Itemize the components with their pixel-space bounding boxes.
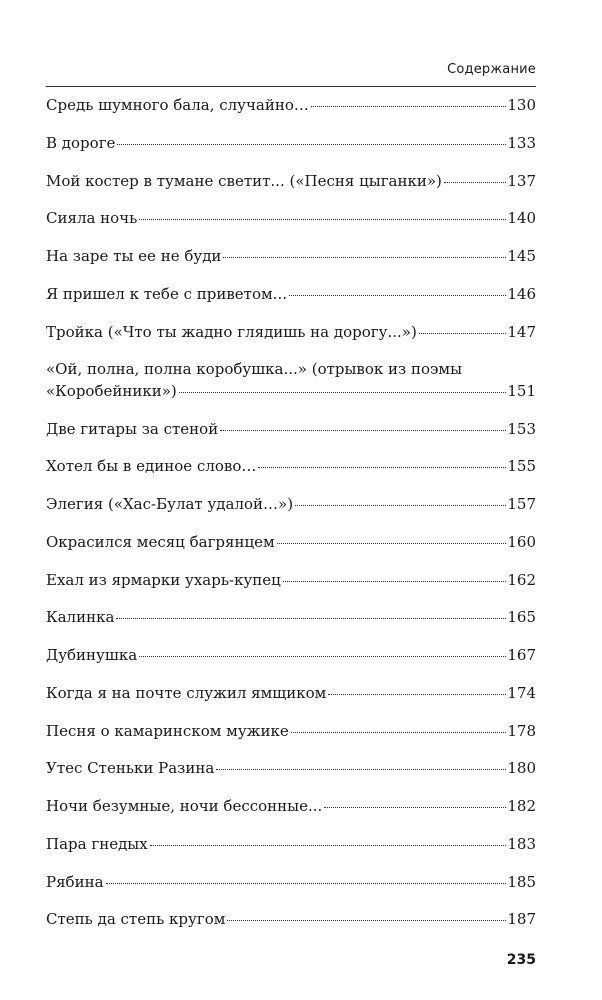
toc-entry-page: 130: [507, 96, 536, 114]
toc-entry-title: Дубинушка: [46, 646, 138, 664]
toc-entry-row: [46, 94, 536, 116]
toc-entry-row: [46, 380, 536, 402]
page-number: 235: [506, 952, 536, 968]
running-head: Содержание: [447, 62, 536, 77]
toc-entry-title: Утес Стеньки Разина: [46, 759, 215, 778]
toc-entry: [46, 358, 536, 402]
dot-leader: [117, 144, 506, 145]
toc-entry-row: [46, 606, 536, 628]
toc-entry: [46, 245, 536, 267]
toc-entry-title-line: «Ой, полна, полна коробушка...» (отрывок из поэмы: [46, 360, 463, 379]
toc-entry-title: Я пришел к тебе с приветом...: [46, 284, 287, 303]
toc-entry-page: 183: [507, 834, 536, 853]
toc-entry: [46, 531, 536, 553]
toc-entry: [46, 132, 536, 154]
toc-entry: [46, 321, 536, 343]
toc-entry-title: Мой костер в тумане светит... («Песня цыганки»): [46, 171, 442, 190]
toc-entry-row: [46, 132, 536, 154]
toc-entry: [46, 682, 536, 704]
dot-leader: [216, 769, 506, 770]
toc-entry-title: Песня о камаринском мужике: [46, 721, 289, 740]
toc-entry-title: Окрасился месяц багрянцем: [46, 532, 275, 551]
toc-entry-title: Элегия («Хас-Булат удалой…»): [46, 495, 294, 513]
toc-entry-title: «Коробейники»): [46, 382, 177, 401]
toc-entry: [46, 170, 536, 192]
dot-leader: [227, 920, 506, 921]
toc-entry-row: [46, 871, 536, 893]
toc-entry: [46, 606, 536, 628]
toc-entry: [46, 720, 536, 742]
toc-entry-row: [46, 531, 536, 553]
toc-entry: [46, 493, 536, 515]
toc-entry-title: Хотел бы в единое слово…: [46, 457, 257, 476]
dot-leader: [139, 219, 506, 220]
toc-entry-title: Пара гнедых: [46, 834, 148, 853]
toc-entry: [46, 833, 536, 855]
toc-entry: [46, 795, 536, 817]
dot-leader: [150, 845, 507, 846]
dot-leader: [277, 543, 507, 544]
toc-entry-page: 145: [507, 247, 536, 265]
dot-leader: [324, 807, 506, 808]
toc-entry-row: [46, 283, 536, 305]
toc-entry-row: [46, 170, 536, 192]
toc-entry-row: [46, 207, 536, 229]
dot-leader: [291, 732, 507, 733]
dot-leader: [116, 618, 506, 619]
toc-entry-row: [46, 493, 536, 515]
dot-leader: [220, 430, 506, 431]
toc-entry-row: [46, 321, 536, 343]
toc-entry: [46, 908, 536, 930]
dot-leader: [328, 694, 506, 695]
toc-entry-row: [46, 569, 536, 591]
toc-entry-title: Рябина: [46, 872, 104, 891]
dot-leader: [223, 257, 506, 258]
toc-entry-page: 133: [507, 133, 536, 152]
toc-entry-page: 146: [507, 284, 536, 303]
toc-entry-page: 185: [507, 872, 536, 891]
toc-entry-page: 182: [507, 797, 536, 815]
toc-entry-row: [46, 757, 536, 779]
toc-entry-title: В дороге: [46, 133, 116, 152]
toc-entry-page: 174: [507, 683, 536, 702]
dot-leader: [419, 333, 507, 334]
toc-entry-title: Тройка («Что ты жадно глядишь на дорогу...»): [46, 322, 417, 341]
dot-leader: [295, 505, 506, 506]
toc-entry: [46, 207, 536, 229]
toc-entry-title: Сияла ночь: [46, 209, 138, 228]
dot-leader: [179, 392, 507, 393]
toc-entry: [46, 871, 536, 893]
toc-entry-title: Средь шумного бала, случайно…: [46, 96, 309, 114]
dot-leader: [139, 656, 506, 657]
toc-entry-row: [46, 644, 536, 666]
toc-entry-row: [46, 682, 536, 704]
toc-entry-page: 160: [507, 532, 536, 551]
toc-entry-page: 140: [507, 209, 536, 228]
toc-entry-row: [46, 720, 536, 742]
toc-entry-title: Две гитары за стеной: [46, 419, 219, 438]
toc-entry-page: 178: [507, 721, 536, 740]
dot-leader: [283, 581, 507, 582]
toc-entry: [46, 455, 536, 477]
toc-entry-page: 147: [507, 322, 536, 341]
toc-entry-title: Ехал из ярмарки ухарь-купец: [46, 570, 281, 589]
toc-entry-page: 165: [507, 608, 536, 627]
dot-leader: [289, 295, 506, 296]
toc-entry: [46, 569, 536, 591]
toc-entry: [46, 644, 536, 666]
toc-entry-row: [46, 455, 536, 477]
dot-leader: [258, 467, 506, 468]
toc-entry-page: 180: [507, 759, 536, 778]
toc-entry: [46, 418, 536, 440]
toc-entry-page: 187: [507, 910, 536, 929]
toc-entry-page: 137: [507, 171, 536, 190]
toc-entry: [46, 283, 536, 305]
toc-entry-title: На заре ты ее не буди: [46, 247, 222, 265]
dot-leader: [444, 182, 506, 183]
toc-entry-row: [46, 908, 536, 930]
toc-entry-page: 151: [507, 382, 536, 401]
toc-entry-page: 153: [507, 419, 536, 438]
toc-entry-page: 157: [507, 495, 536, 513]
dot-leader: [106, 883, 507, 884]
toc-entry-title: Калинка: [46, 608, 115, 627]
toc-entry-row: [46, 795, 536, 817]
toc-entry-row: [46, 418, 536, 440]
toc-entry-title: Ночи безумные, ночи бессонные...: [46, 797, 323, 815]
dot-leader: [311, 106, 506, 107]
toc-entry-row: [46, 245, 536, 267]
toc-entry: [46, 94, 536, 116]
toc-entry-row: [46, 833, 536, 855]
toc-entry-page: 162: [507, 570, 536, 589]
toc-entry-page: 155: [507, 457, 536, 476]
toc-entry-title: Когда я на почте служил ямщиком: [46, 683, 327, 702]
header-rule: [46, 86, 536, 87]
toc-entry-page: 167: [507, 646, 536, 664]
toc-entry-title: Степь да степь кругом: [46, 910, 226, 929]
toc-entry: [46, 757, 536, 779]
